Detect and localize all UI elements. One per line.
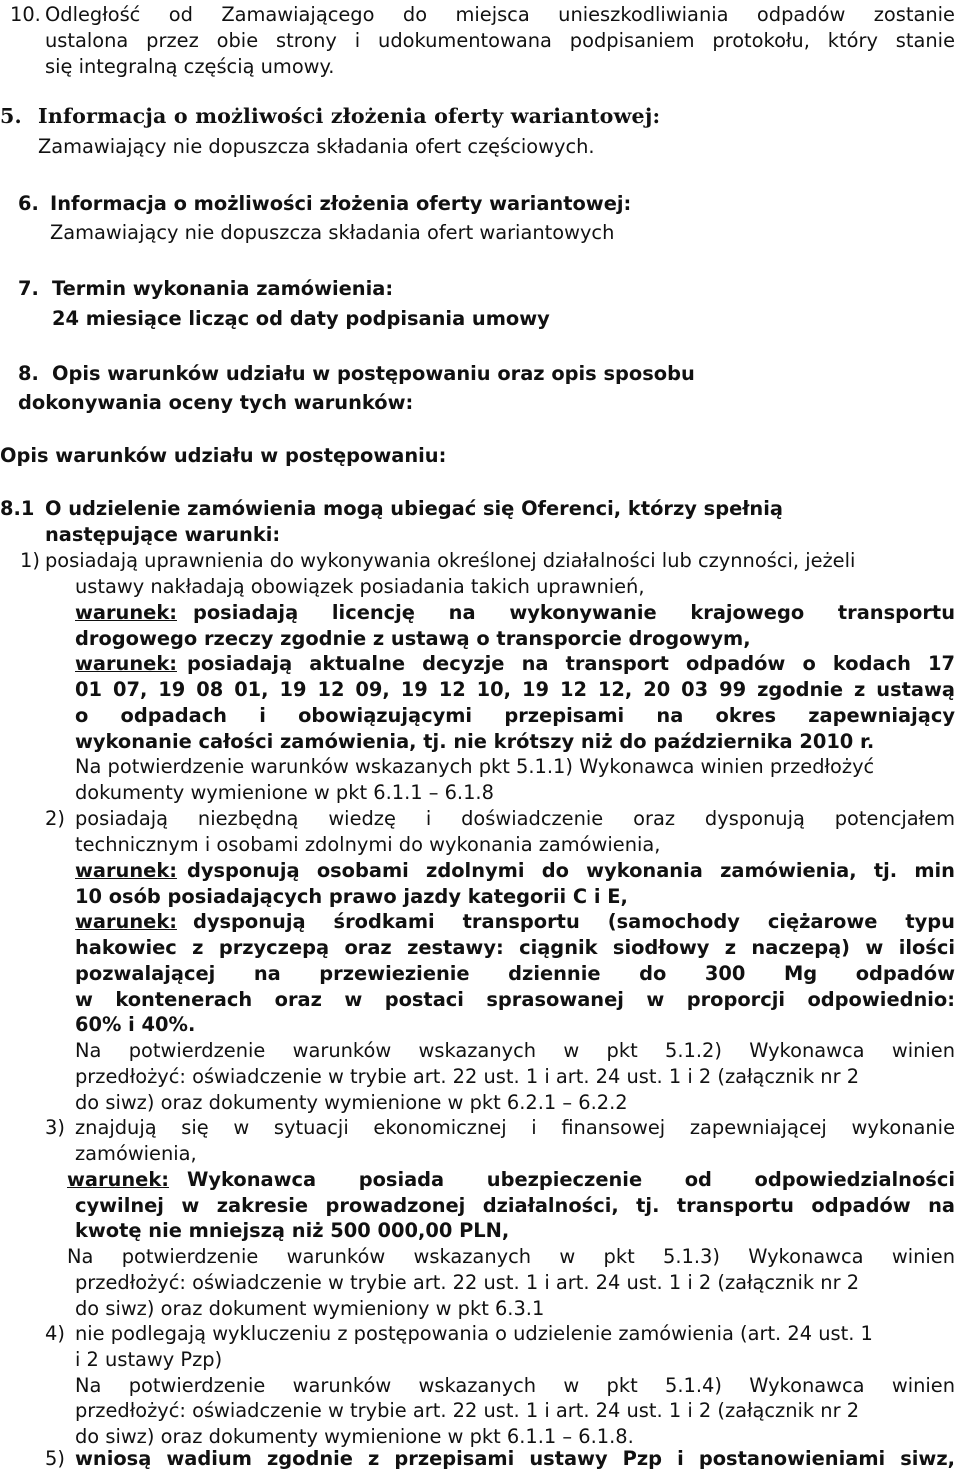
condition-2-requirement-2-line-2: hakowiec z przyczepą oraz zestawy: ciągnik siodłowy z naczepą) w ilości	[75, 936, 955, 959]
condition-2-requirement-2-line-1	[75, 909, 955, 935]
section-5-heading: Informacja o możliwości złożenia oferty wariantowej:	[38, 104, 661, 128]
condition-4-proof-line-2: przedłożyć: oświadczenie w trybie art. 22 ust. 1 i art. 24 ust. 1 i 2 (załącznik nr 2	[75, 1399, 860, 1422]
condition-4-proof-line-1: Na potwierdzenie warunków wskazanych w pkt 5.1.4) Wykonawca winien	[75, 1374, 955, 1397]
warunek-label: warunek:	[75, 859, 177, 882]
warunek-label: warunek:	[67, 1168, 169, 1191]
condition-2-requirement-2-line-5: 60% i 40%.	[75, 1013, 196, 1036]
condition-2-requirement-2-line-4: w kontenerach oraz w postaci sprasowanej w proporcji odpowiednio:	[75, 988, 955, 1011]
requirement-text: Wykonawca posiada ubezpieczenie od odpowiedzialności	[186, 1168, 955, 1191]
condition-5-number: 5)	[45, 1447, 65, 1470]
condition-2-proof-line-2: przedłożyć: oświadczenie w trybie art. 22 ust. 1 i art. 24 ust. 1 i 2 (załącznik nr 2	[75, 1065, 860, 1088]
condition-1-requirement-1-line-2: drogowego rzeczy zgodnie z ustawą o transporcie drogowym,	[75, 627, 751, 650]
requirement-text: dysponują środkami transportu (samochody ciężarowe typu	[192, 910, 955, 933]
condition-3-line-1: znajdują się w sytuacji ekonomicznej i finansowej zapewniającej wykonanie	[75, 1116, 955, 1139]
section-7-text: 24 miesiące licząc od daty podpisania umowy	[52, 307, 550, 330]
condition-1-proof-line-2: dokumenty wymienione w pkt 6.1.1 – 6.1.8	[75, 781, 494, 804]
section-8-heading-line-2: dokonywania oceny tych warunków:	[18, 391, 414, 414]
condition-1-line-1: posiadają uprawnienia do wykonywania określonej działalności lub czynności, jeżeli	[45, 549, 856, 572]
section-8-1-line-1: O udzielenie zamówienia mogą ubiegać się Oferenci, którzy spełnią	[45, 497, 783, 520]
condition-2-requirement-2-line-3: pozwalającej na przewiezienie dziennie do 300 Mg odpadów	[75, 962, 955, 985]
item-10-line-1: Odległość od Zamawiającego do miejsca unieszkodliwiania odpadów zostanie	[45, 3, 955, 26]
condition-3-proof-line-2: przedłożyć: oświadczenie w trybie art. 22 ust. 1 i art. 24 ust. 1 i 2 (załącznik nr 2	[75, 1271, 860, 1294]
condition-4-number: 4)	[45, 1322, 65, 1345]
section-8-subheading: Opis warunków udziału w postępowaniu:	[0, 444, 447, 467]
condition-4-proof-line-3: do siwz) oraz dokumenty wymienione w pkt 6.1.1 – 6.1.8.	[75, 1425, 634, 1448]
warunek-label: warunek:	[75, 910, 177, 933]
item-10-number: 10.	[10, 3, 41, 26]
section-8-1-line-2: następujące warunki:	[45, 523, 281, 546]
condition-2-requirement-1-line-1	[75, 858, 955, 884]
condition-2-proof-line-1: Na potwierdzenie warunków wskazanych w pkt 5.1.2) Wykonawca winien	[75, 1039, 955, 1062]
condition-4-line-2: i 2 ustawy Pzp)	[75, 1348, 223, 1371]
section-8-heading-line-1: Opis warunków udziału w postępowaniu oraz opis sposobu	[52, 362, 695, 385]
section-7-number: 7.	[18, 277, 39, 300]
section-6-heading: Informacja o możliwości złożenia oferty wariantowej:	[50, 192, 632, 215]
condition-1-requirement-2-line-2: 01 07, 19 08 01, 19 12 09, 19 12 10, 19 12 12, 20 03 99 zgodnie z ustawą	[75, 678, 955, 701]
item-10-line-3: się integralną częścią umowy.	[45, 55, 335, 78]
section-6-text: Zamawiający nie dopuszcza składania ofert wariantowych	[50, 221, 615, 244]
condition-3-proof-line-1: Na potwierdzenie warunków wskazanych w pkt 5.1.3) Wykonawca winien	[67, 1245, 955, 1268]
condition-1-requirement-2-line-4: wykonanie całości zamówienia, tj. nie krótszy niż do października 2010 r.	[75, 730, 875, 753]
condition-3-requirement-line-1	[67, 1167, 955, 1193]
condition-3-line-2: zamówienia,	[75, 1142, 197, 1165]
condition-2-line-1: posiadają niezbędną wiedzę i doświadczenie oraz dysponują potencjałem	[75, 807, 955, 830]
section-7-heading: Termin wykonania zamówienia:	[52, 277, 394, 300]
condition-4-line-1: nie podlegają wykluczeniu z postępowania o udzielenie zamówienia (art. 24 ust. 1	[75, 1322, 873, 1345]
condition-3-requirement-line-2: cywilnej w zakresie prowadzonej działalności, tj. transportu odpadów na	[75, 1194, 955, 1217]
condition-1-proof-line-1: Na potwierdzenie warunków wskazanych pkt 5.1.1) Wykonawca winien przedłożyć	[75, 755, 875, 778]
warunek-label: warunek:	[75, 652, 177, 675]
section-5-text: Zamawiający nie dopuszcza składania ofert częściowych.	[38, 135, 595, 158]
condition-1-requirement-2-line-3: o odpadach i obowiązującymi przepisami na okres zapewniający	[75, 704, 955, 727]
item-10-line-2: ustalona przez obie strony i udokumentowana podpisaniem protokołu, który stanie	[45, 29, 955, 52]
condition-1-requirement-1-line-1	[75, 600, 955, 626]
warunek-label: warunek:	[75, 601, 177, 624]
section-5-number: 5.	[0, 104, 22, 128]
condition-3-number: 3)	[45, 1116, 65, 1139]
condition-3-proof-line-3: do siwz) oraz dokument wymieniony w pkt 6.3.1	[75, 1297, 545, 1320]
condition-2-line-2: technicznym i osobami zdolnymi do wykonania zamówienia,	[75, 833, 661, 856]
condition-1-requirement-2-line-1	[75, 651, 955, 677]
condition-5-line-1: wniosą wadium zgodnie z przepisami ustawy Pzp i postanowieniami siwz,	[75, 1447, 955, 1470]
condition-3-requirement-line-3: kwotę nie mniejszą niż 500 000,00 PLN,	[75, 1219, 510, 1242]
section-8-number: 8.	[18, 362, 39, 385]
requirement-text: dysponują osobami zdolnymi do wykonania zamówienia, tj. min	[186, 859, 955, 882]
condition-1-line-2: ustawy nakładają obowiązek posiadania takich uprawnień,	[75, 575, 645, 598]
condition-2-number: 2)	[45, 807, 65, 830]
section-8-1-number: 8.1	[0, 497, 35, 520]
requirement-text: posiadają aktualne decyzje na transport odpadów o kodach 17	[186, 652, 955, 675]
section-6-number: 6.	[18, 192, 39, 215]
condition-1-number: 1)	[20, 549, 40, 572]
requirement-text: posiadają licencję na wykonywanie krajowego transportu	[192, 601, 955, 624]
condition-2-proof-line-3: do siwz) oraz dokumenty wymienione w pkt 6.2.1 – 6.2.2	[75, 1091, 628, 1114]
condition-2-requirement-1-line-2: 10 osób posiadających prawo jazdy kategorii C i E,	[75, 885, 628, 908]
